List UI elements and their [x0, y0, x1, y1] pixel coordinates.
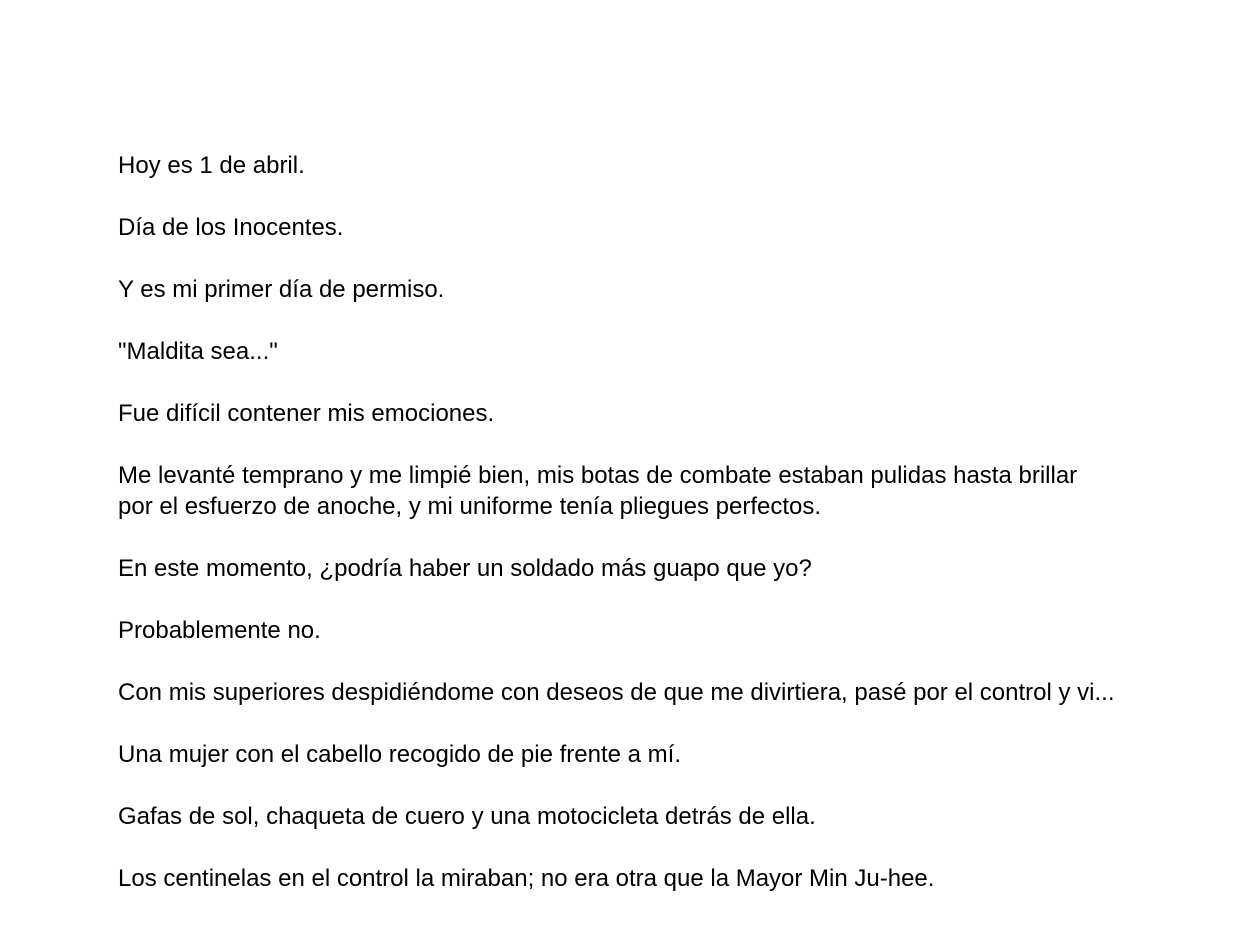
paragraph-2: Día de los Inocentes.	[118, 214, 344, 241]
paragraph-5: Fue difícil contener mis emociones.	[118, 400, 495, 427]
paragraph-8: Probablemente no.	[118, 617, 321, 644]
paragraph-12: Los centinelas en el control la miraban; no era otra que la Mayor Min Ju-hee.	[118, 865, 935, 892]
paragraph-7: En este momento, ¿podría haber un soldado más guapo que yo?	[118, 555, 812, 582]
paragraph-1: Hoy es 1 de abril.	[118, 152, 305, 179]
document-body	[118, 150, 1118, 925]
paragraph-10: Una mujer con el cabello recogido de pie frente a mí.	[118, 741, 681, 768]
paragraph-3: Y es mi primer día de permiso.	[118, 276, 445, 303]
paragraph-9: Con mis superiores despidiéndome con deseos de que me divirtiera, pasé por el control y vi...	[118, 679, 1115, 706]
paragraph-6: Me levanté temprano y me limpié bien, mis botas de combate estaban pulidas hasta brillar por el esfuerzo de anoche, y mi uniforme tenía pliegues perfectos.	[118, 462, 1078, 520]
paragraph-4: "Maldita sea..."	[118, 338, 278, 365]
paragraph-11: Gafas de sol, chaqueta de cuero y una motocicleta detrás de ella.	[118, 803, 816, 830]
